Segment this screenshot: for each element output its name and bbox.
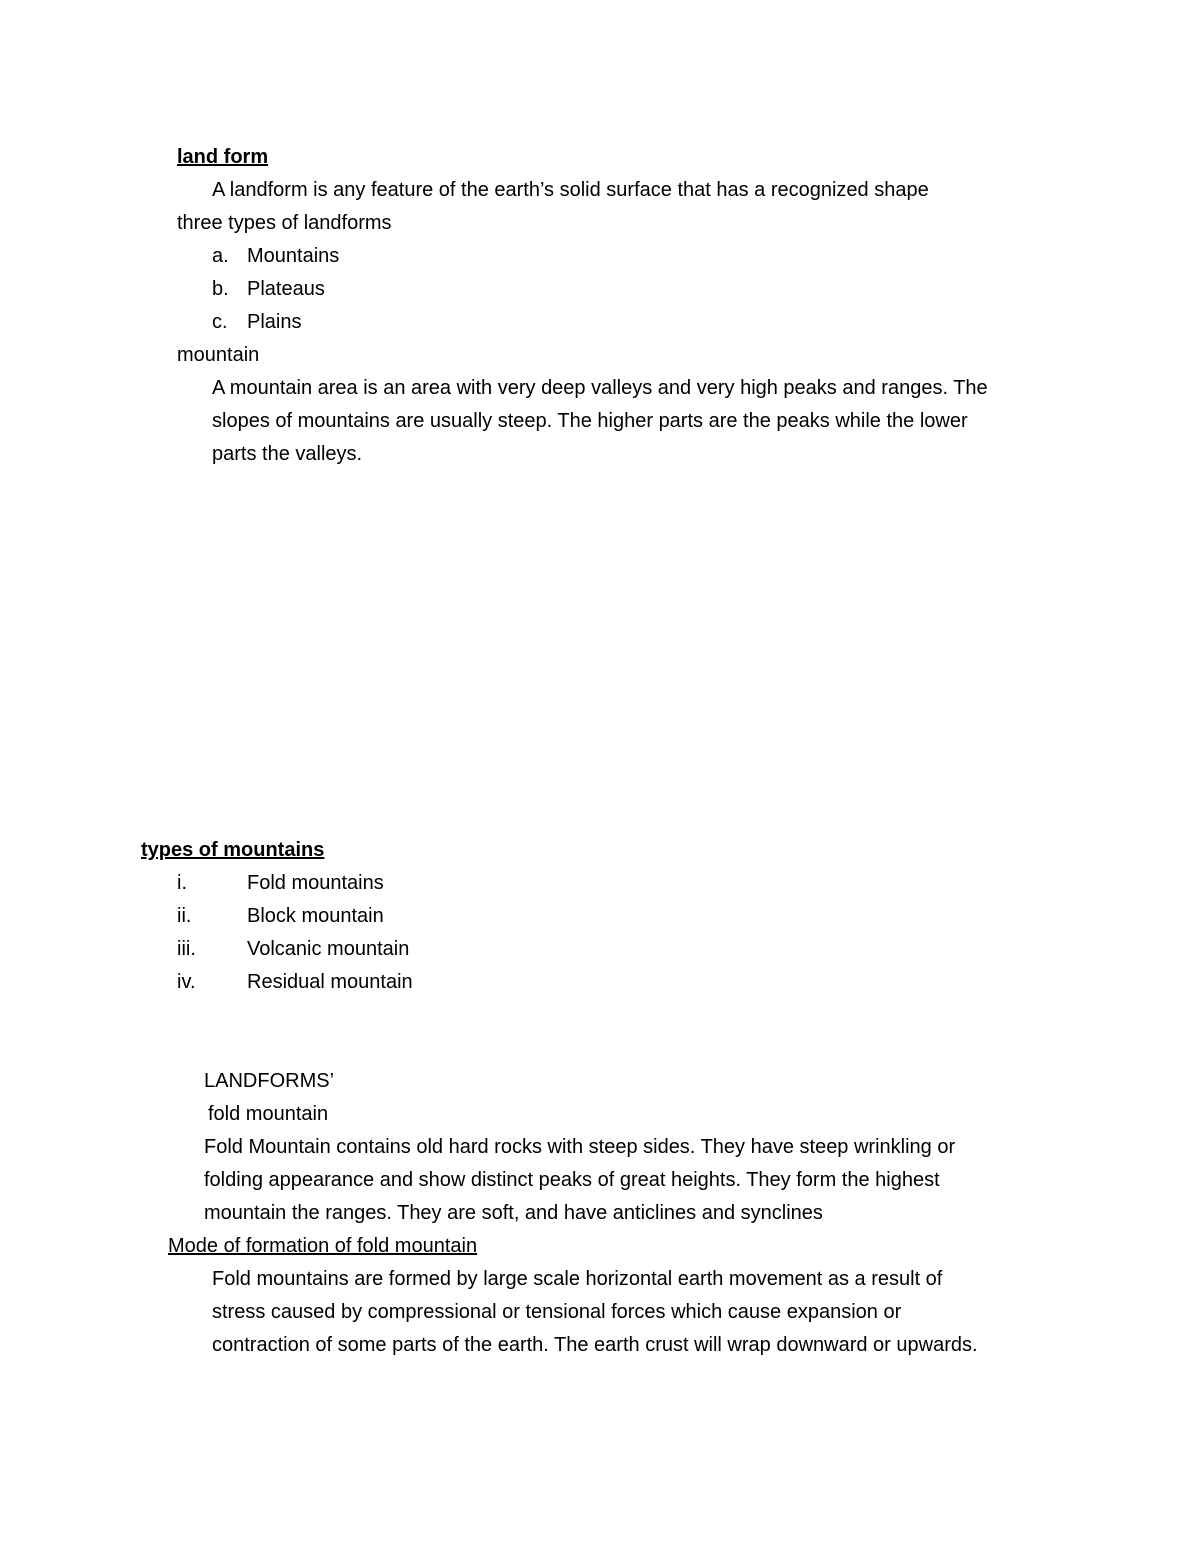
mountain-paragraph-line: slopes of mountains are usually steep. The higher parts are the peaks while the lower [212, 410, 968, 432]
list-marker: iv. [177, 971, 196, 993]
formation-paragraph-line: Fold mountains are formed by large scale horizontal earth movement as a result of [212, 1268, 943, 1290]
list-item-label: Plateaus [247, 278, 325, 300]
types-intro: three types of landforms [177, 212, 392, 234]
landforms-heading: LANDFORMS’ [204, 1070, 335, 1092]
mountain-paragraph-line: parts the valleys. [212, 443, 363, 465]
list-marker: i. [177, 872, 187, 894]
list-marker: iii. [177, 938, 196, 960]
list-item-label: Residual mountain [247, 971, 413, 993]
list-item-label: Volcanic mountain [247, 938, 410, 960]
mode-of-formation-heading: Mode of formation of fold mountain [168, 1235, 478, 1257]
land-form-heading: land form [177, 146, 269, 168]
types-of-mountains-heading: types of mountains [141, 839, 325, 861]
formation-paragraph-line: stress caused by compressional or tensional forces which cause expansion or [212, 1301, 902, 1323]
list-item-label: Fold mountains [247, 872, 384, 894]
list-item-label: Mountains [247, 245, 340, 267]
fold-mountain-paragraph-line: folding appearance and show distinct peaks of great heights. They form the highest [204, 1169, 940, 1191]
list-item-label: Block mountain [247, 905, 384, 927]
mountain-paragraph-line: A mountain area is an area with very deep valleys and very high peaks and ranges. The [212, 377, 988, 399]
list-marker: ii. [177, 905, 192, 927]
list-marker: c. [212, 311, 228, 333]
list-marker: b. [212, 278, 229, 300]
list-marker: a. [212, 245, 229, 267]
formation-paragraph-line: contraction of some parts of the earth. The earth crust will wrap downward or upwards. [212, 1334, 978, 1356]
fold-mountain-paragraph-line: Fold Mountain contains old hard rocks with steep sides. They have steep wrinkling or [204, 1136, 956, 1158]
fold-mountain-subheading: fold mountain [208, 1103, 329, 1125]
fold-mountain-paragraph-line: mountain the ranges. They are soft, and have anticlines and synclines [204, 1202, 823, 1224]
list-item-label: Plains [247, 311, 302, 333]
mountain-heading: mountain [177, 344, 260, 366]
landform-definition: A landform is any feature of the earth’s solid surface that has a recognized shape [212, 179, 929, 201]
